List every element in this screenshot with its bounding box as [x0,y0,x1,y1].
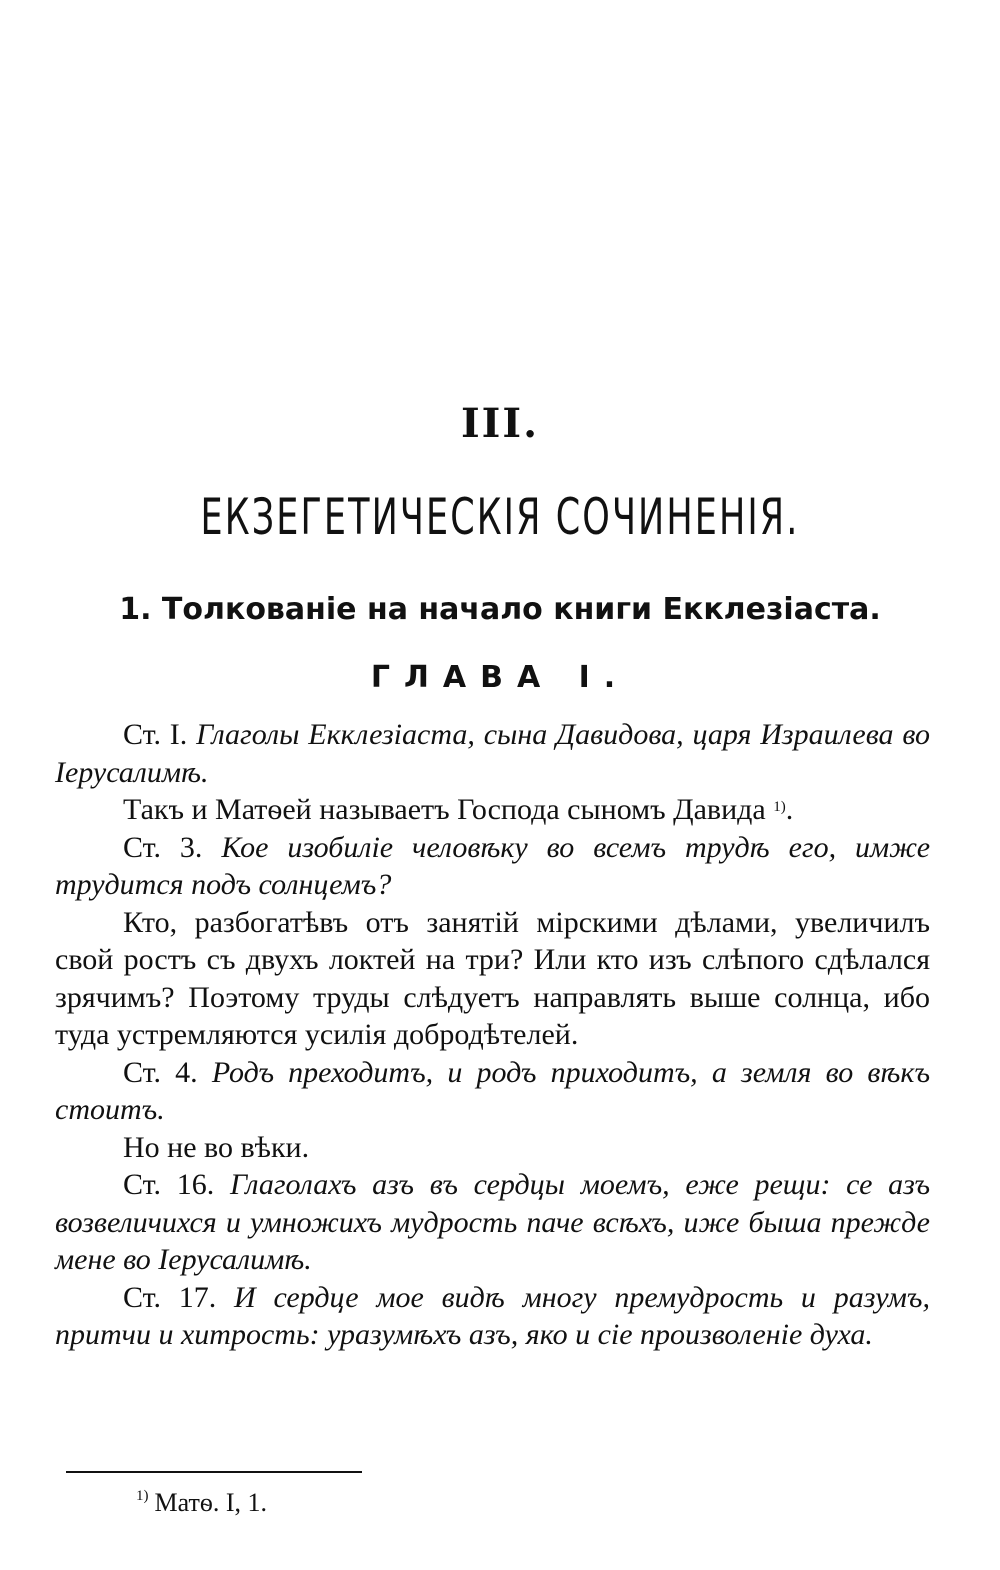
commentary-tail: . [785,793,794,826]
verse-paragraph [55,1166,930,1279]
footnote-mark: 1) [136,1488,149,1504]
verse-text: И сердце мое видѣ многу премудрость и разумъ, притчи и хитрость: уразумѣхъ азъ, яко и сіе произволеніе духа. [55,1280,930,1351]
part-number: III. [460,400,540,447]
verse-text: Глаголахъ азъ въ сердцы моемъ, еже рещи: се азъ возвеличихся и умножихъ мудрость паче всѣхъ, иже быша прежде мене во Іерусалимѣ. [55,1168,931,1276]
commentary-text: Такъ и Матѳей называетъ Господа сыномъ Давида [123,793,766,826]
footnote-divider [66,1471,362,1473]
commentary-text: Кто, разбогатѣвъ отъ занятій мірскими дѣлами, увеличилъ свой ростъ съ двухъ локтей на три? Или кто изъ слѣпого сдѣлался зрячимъ? Поэтому труды слѣдуетъ направлять выше солнца, ибо туда устремляются усилія добродѣтелей. [55,905,930,1051]
verse-paragraph [55,1054,930,1129]
verse-label: Ст. 16. [123,1168,215,1201]
footnote-text: Матѳ. I, 1. [154,1488,268,1517]
verse-label: Ст. I. [123,718,188,751]
section-title: 1. Толкованіе на начало книги Екклезіаста. [119,592,881,627]
body-text [55,716,930,1354]
commentary-paragraph [55,791,930,829]
verse-text: Кое изобиліе человѣку во всемъ трудѣ его, имже трудится подъ солнцемъ? [55,830,931,901]
footnote [136,1488,267,1518]
verse-text: Глаголы Екклезіаста, сына Давидова, царя Израилева во Іерусалимѣ. [55,718,931,789]
verse-paragraph [55,716,930,791]
verse-paragraph [55,829,930,904]
verse-text: Родъ преходитъ, и родъ приходитъ, а земля во вѣкъ стоитъ. [55,1055,931,1126]
commentary-paragraph [55,1129,930,1167]
chapter-title: ГЛАВА I. [370,660,630,695]
commentary-paragraph [55,904,930,1054]
verse-label: Ст. 3. [123,830,203,864]
footnote-reference: 1) [773,799,786,815]
commentary-text: Но не во вѣки. [123,1130,310,1164]
verse-label: Ст. 4. [123,1055,198,1089]
part-title: ЕКЗЕГЕТИЧЕСКІЯ СОЧИНЕНІЯ. [200,488,800,546]
verse-label: Ст. 17. [123,1280,217,1314]
verse-paragraph [55,1279,930,1354]
